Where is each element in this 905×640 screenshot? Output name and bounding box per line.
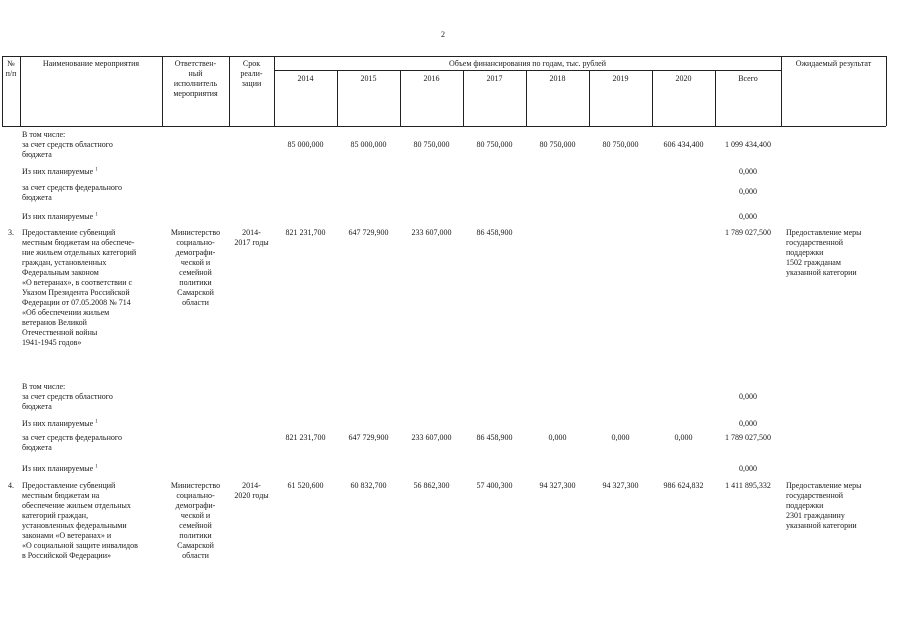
row3-federal-2019: 0,000 (611, 433, 630, 442)
row4-total: 1 411 895,332 (725, 481, 771, 490)
header-year-2018: 2018 (549, 74, 566, 83)
row4-responsible: Министерство социально- демографи- ческой и семейной политики Самарской области (170, 481, 221, 560)
header-year-2014: 2014 (297, 74, 314, 83)
header-year-2016: 2016 (423, 74, 440, 83)
block1-regional-2018: 80 750,000 (539, 140, 576, 149)
row3-regional-label: за счет средств областного бюджета (22, 392, 113, 411)
row4-name: Предоставление субвенций местным бюджетам на обеспечение жильем отдельных категорий граждан, установленных федеральными законами «О ветеранах» и «О социальной защите инвалидов в Российской Федерации» (22, 481, 138, 560)
header-year-2015: 2015 (360, 74, 377, 83)
row4-value-2019: 94 327,300 (602, 481, 639, 490)
row4-term: 2014- 2020 годы (234, 481, 269, 500)
row3-planned1-total: 0,000 (739, 419, 757, 428)
row4-value-2015: 60 832,700 (350, 481, 387, 490)
row3-planned2-label: Из них планируемые $^1$ (22, 464, 98, 473)
block1-planned2-total: 0,000 (739, 212, 757, 221)
block1-regional-2020: 606 434,400 (663, 140, 704, 149)
block1-planned1-total: 0,000 (739, 167, 757, 176)
row3-value-2015: 647 729,900 (348, 228, 389, 237)
row4-value-2018: 94 327,300 (539, 481, 576, 490)
row4-value-2020: 986 624,832 (663, 481, 704, 490)
table-right-border (886, 56, 887, 126)
block1-regional-2017: 80 750,000 (476, 140, 513, 149)
header-term: Срок реали- зации (240, 59, 263, 88)
row3-federal-total: 1 789 027,500 (725, 433, 771, 442)
block1-planned2-label: Из них планируемые $^1$ (22, 212, 98, 221)
row3-federal-label: за счет средств федерального бюджета (22, 433, 122, 452)
row3-incl-label: В том числе: (22, 382, 66, 391)
block1-regional-total: 1 099 434,400 (725, 140, 771, 149)
block1-incl-label: В том числе: (22, 130, 66, 139)
row3-federal-2020: 0,000 (674, 433, 693, 442)
header-bottom-border (2, 126, 886, 127)
block1-regional-label: за счет средств областного бюджета (22, 140, 113, 159)
header-num: № п/п (5, 59, 17, 78)
block1-regional-2016: 80 750,000 (413, 140, 450, 149)
block1-federal-label: за счет средств федерального бюджета (22, 183, 122, 202)
row3-term: 2014- 2017 годы (234, 228, 269, 247)
row3-name: Предоставление субвенций местным бюджетам на обеспече- ние жильем отдельных категорий граждан, установленных Федеральным законом «О ветеранах», в соответствии с Указом Президента Российской Федерации от 07.05.2008 № 714 «Об обеспечении жильем ветеранов Великой Отечественной войны 1941-1945 годов» (22, 228, 137, 347)
block1-regional-2019: 80 750,000 (602, 140, 639, 149)
row3-federal-2014: 821 231,700 (285, 433, 326, 442)
table-top-border (2, 56, 886, 57)
header-name: Наименование мероприятия (42, 59, 140, 68)
row3-planned2-total: 0,000 (739, 464, 757, 473)
row4-value-2017: 57 400,300 (476, 481, 513, 490)
row3-federal-2017: 86 458,900 (476, 433, 513, 442)
block1-planned1-label: Из них планируемые $^1$ (22, 167, 98, 176)
row3-value-2016: 233 607,000 (411, 228, 452, 237)
header-year-2017: 2017 (486, 74, 503, 83)
header-year-2020: 2020 (675, 74, 692, 83)
row3-planned1-label: Из них планируемые $^1$ (22, 419, 98, 428)
page-number: 2 (441, 30, 445, 39)
row3-value-2017: 86 458,900 (476, 228, 513, 237)
row3-federal-2018: 0,000 (548, 433, 567, 442)
row3-result: Предоставление меры государственной поддержки 1502 гражданам указанной категории (786, 228, 862, 277)
header-total: Всего (738, 74, 758, 83)
block1-federal-total: 0,000 (739, 187, 757, 196)
row3-federal-2015: 647 729,900 (348, 433, 389, 442)
row3-responsible: Министерство социально- демографи- ческой и семейной политики Самарской области (170, 228, 221, 307)
header-funding: Объем финансирования по годам, тыс. рублей (449, 59, 606, 68)
row4-result: Предоставление меры государственной поддержки 2301 гражданину указанной категории (786, 481, 862, 530)
years-divider-line (274, 70, 782, 71)
block1-regional-2014: 85 000,000 (287, 140, 324, 149)
row3-regional-total: 0,000 (739, 392, 757, 401)
block1-regional-2015: 85 000,000 (350, 140, 387, 149)
row3-value-2014: 821 231,700 (285, 228, 326, 237)
row3-total: 1 789 027,500 (725, 228, 771, 237)
header-year-2019: 2019 (612, 74, 629, 83)
header-responsible: Ответствен- ный исполнитель мероприятия (173, 59, 218, 98)
row4-value-2016: 56 862,300 (413, 481, 450, 490)
row4-value-2014: 61 520,600 (287, 481, 324, 490)
row4-num: 4. (8, 481, 14, 490)
row3-num: 3. (8, 228, 14, 237)
header-result: Ожидаемый результат (795, 59, 872, 68)
row3-federal-2016: 233 607,000 (411, 433, 452, 442)
